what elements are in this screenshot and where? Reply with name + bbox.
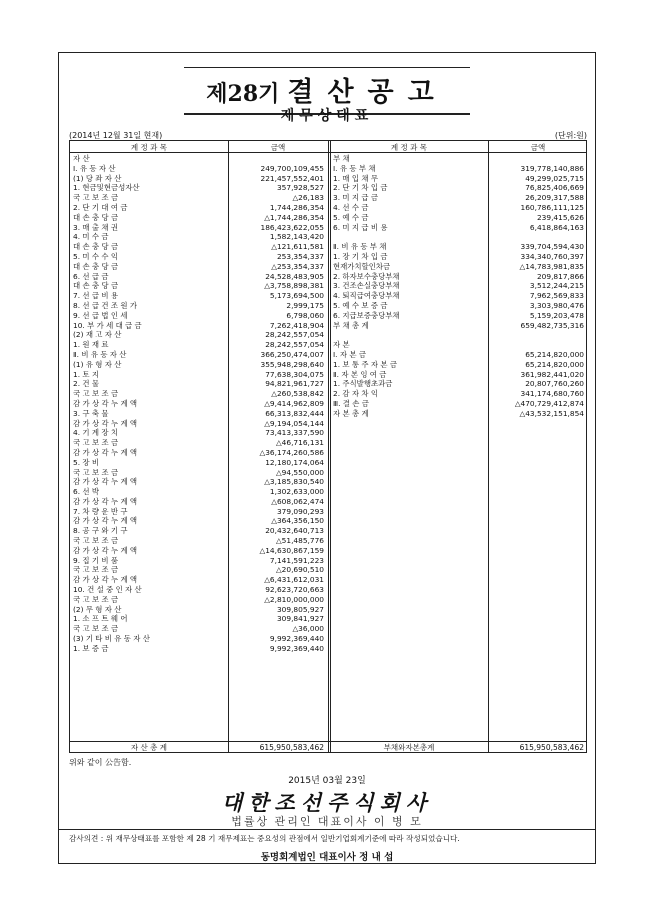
asset-account-label: 국 고 보 조 금: [73, 624, 119, 634]
liab-equity-account-label: 1. 매 입 채 무: [333, 173, 379, 183]
liab-equity-amount: △470,729,412,874: [514, 398, 584, 408]
title-main: 결산공고: [287, 77, 448, 108]
asset-account-label: 자 산: [73, 154, 90, 163]
audit-opinion: 감사의견 : 위 재무상태표를 포함한 제 28 기 재무제표는 중요성의 관점에서 일반기업회계기준에 따라 작성되었습니다.: [69, 834, 460, 843]
column-divider: [328, 141, 329, 752]
asset-amount: 28,242,557,054: [265, 340, 324, 350]
asset-row: [70, 438, 328, 448]
asset-account-label: 감 가 상 각 누 계 액: [73, 398, 138, 408]
asset-row: [70, 497, 328, 507]
asset-amount: △36,000: [292, 624, 324, 634]
liab-equity-row: [330, 370, 588, 380]
liab-equity-row: [330, 242, 588, 252]
asset-account-label: 국 고 보 조 금: [73, 389, 119, 399]
liab-equity-row: [330, 203, 588, 213]
asset-account-label: 6. 선 박: [73, 487, 100, 497]
liab-equity-amount: 5,159,203,478: [529, 310, 584, 320]
asset-row: [70, 546, 328, 556]
asset-account-label: 1. 원 재 료: [73, 340, 109, 350]
liab-equity-row: [330, 223, 588, 233]
asset-amount: 9,992,369,440: [269, 643, 324, 653]
asset-amount: 357,928,527: [276, 183, 324, 193]
asset-amount: △2,810,000,000: [264, 594, 324, 604]
asset-amount: △46,716,131: [276, 438, 324, 448]
asset-account-label: 감 가 상 각 누 계 액: [73, 545, 138, 555]
asset-amount: 366,250,474,007: [260, 349, 324, 359]
liab-equity-account-label: 6. 미 지 급 비 용: [333, 222, 388, 232]
asset-row: [70, 203, 328, 213]
liab-equity-amount: 659,482,735,316: [520, 320, 584, 330]
notice-frame: [58, 52, 596, 864]
liab-equity-account-label: 현재가치할인차금: [333, 261, 391, 271]
asset-amount: △9,414,962,809: [264, 398, 324, 408]
asset-account-label: 1. 소 프 트 웨 어: [73, 614, 128, 624]
asset-amount: 20,432,640,713: [265, 526, 324, 536]
liab-equity-row: [330, 232, 588, 242]
liab-equity-row: [330, 321, 588, 331]
asset-account-label: 감 가 상 각 누 계 액: [73, 516, 138, 526]
liab-equity-amount: 76,825,406,669: [525, 183, 584, 193]
asset-amount: △94,550,000: [276, 467, 324, 477]
asset-amount: △364,356,150: [271, 516, 324, 526]
asset-amount: 77,638,304,075: [265, 369, 324, 379]
asset-row: [70, 262, 328, 272]
liab-equity-row: [330, 311, 588, 321]
liab-equity-row: [330, 389, 588, 399]
liabilities-equity-column: [330, 154, 588, 419]
asset-account-label: 9. 집 기 비 품: [73, 555, 119, 565]
asset-amount: 1,744,286,354: [269, 202, 324, 212]
asset-account-label: 5. 미 수 수 익: [73, 251, 119, 261]
liab-equity-account-label: 5. 예 수 금: [333, 212, 369, 222]
asset-row: [70, 448, 328, 458]
asset-amount: △3,185,830,540: [264, 477, 324, 487]
liab-equity-account-label: Ⅰ. 유 동 부 채: [333, 163, 376, 173]
asset-account-label: 감 가 상 각 누 계 액: [73, 575, 138, 585]
liab-equity-amount: 20,807,760,260: [525, 379, 584, 389]
asset-row: [70, 634, 328, 644]
asset-row: [70, 565, 328, 575]
liab-equity-amount: 49,299,025,715: [525, 173, 584, 183]
liab-equity-account-label: 1. 장 기 차 입 금: [333, 251, 388, 261]
asset-account-label: 감 가 상 각 누 계 액: [73, 447, 138, 457]
asset-account-label: (2) 무 형 자 산: [73, 604, 122, 614]
liab-equity-account-label: 6. 지급보증충당부채: [333, 310, 400, 320]
asset-row: [70, 321, 328, 331]
auditor-name: 동명회계법인 대표이사 정 내 섭: [260, 852, 394, 863]
asset-amount: 24,528,483,905: [265, 271, 324, 281]
asset-account-label: 9. 선 급 법 인 세: [73, 310, 128, 320]
liab-equity-account-label: 3. 미 지 급 금: [333, 193, 379, 203]
asset-account-label: 3. 매 출 채 권: [73, 222, 119, 232]
liab-equity-row: [330, 379, 588, 389]
asset-account-label: 국 고 보 조 금: [73, 467, 119, 477]
asset-account-label: 2. 단 기 대 여 금: [73, 202, 128, 212]
asset-account-label: Ⅱ. 비 유 동 자 산: [73, 349, 127, 359]
asset-row: [70, 575, 328, 585]
asset-account-label: 국 고 보 조 금: [73, 438, 119, 448]
liab-equity-row: [330, 330, 588, 340]
asset-row: [70, 624, 328, 634]
as-of-date: (2014년 12월 31일 현재): [69, 131, 163, 140]
announce-note: 위와 같이 公告함.: [69, 758, 132, 767]
asset-row: [70, 556, 328, 566]
liab-equity-amount: 319,778,140,886: [520, 163, 584, 173]
asset-amount: △121,611,581: [271, 242, 324, 252]
asset-amount: 12,180,174,064: [265, 457, 324, 467]
liab-equity-row: [330, 164, 588, 174]
asset-amount: 309,805,927: [276, 604, 324, 614]
asset-account-label: 1. 보 증 금: [73, 643, 109, 653]
asset-row: [70, 164, 328, 174]
asset-account-label: 1. 현금및현금성자산: [73, 183, 140, 193]
asset-account-label: 국 고 보 조 금: [73, 565, 119, 575]
liab-equity-amount: 209,817,866: [536, 271, 584, 281]
asset-row: [70, 536, 328, 546]
header-right-amount: 금액: [530, 143, 546, 152]
asset-account-label: 4. 기 계 장 치: [73, 428, 119, 438]
liab-equity-account-label: Ⅰ. 자 본 금: [333, 349, 366, 359]
liab-equity-amount: 7,962,569,833: [529, 291, 584, 301]
liab-equity-row: [330, 301, 588, 311]
asset-amount: 1,582,143,420: [269, 232, 324, 242]
asset-row: [70, 223, 328, 233]
asset-row: [70, 213, 328, 223]
asset-row: [70, 154, 328, 164]
asset-account-label: 4. 미 수 금: [73, 232, 109, 242]
asset-row: [70, 252, 328, 262]
company-name: 대한조선주식회사: [221, 790, 433, 815]
liab-equity-account-label: Ⅲ. 결 손 금: [333, 398, 369, 408]
asset-amount: △6,431,612,031: [264, 575, 324, 585]
asset-row: [70, 516, 328, 526]
asset-amount: 9,992,369,440: [269, 634, 324, 644]
asset-account-label: 1. 토 지: [73, 369, 100, 379]
asset-row: [70, 183, 328, 193]
asset-row: [70, 477, 328, 487]
total-liab-equity-amount: 615,950,583,462: [519, 743, 584, 752]
asset-row: [70, 301, 328, 311]
asset-amount: 73,413,337,590: [265, 428, 324, 438]
liab-equity-account-label: 5. 예 수 보 증 금: [333, 300, 388, 310]
asset-row: [70, 458, 328, 468]
asset-amount: △260,538,842: [271, 389, 324, 399]
asset-row: [70, 232, 328, 242]
liab-equity-account-label: 2. 단 기 차 입 금: [333, 183, 388, 193]
asset-amount: 66,313,832,444: [265, 408, 324, 418]
asset-row: [70, 409, 328, 419]
asset-amount: △36,174,260,586: [259, 447, 324, 457]
asset-account-label: 감 가 상 각 누 계 액: [73, 477, 138, 487]
asset-account-label: (2) 재 고 자 산: [73, 330, 122, 340]
asset-amount: 249,700,109,455: [260, 163, 324, 173]
liab-equity-amount: 26,209,317,588: [525, 193, 584, 203]
liab-equity-row: [330, 183, 588, 193]
asset-row: [70, 419, 328, 429]
liab-equity-row: [330, 340, 588, 350]
asset-amount: 6,798,060: [286, 310, 324, 320]
asset-account-label: 감 가 상 각 누 계 액: [73, 418, 138, 428]
asset-amount: 1,302,633,000: [269, 487, 324, 497]
asset-account-label: (3) 기 타 비 유 동 자 산: [73, 634, 150, 644]
liab-equity-row: [330, 252, 588, 262]
total-assets-label: 자 산 총 계: [130, 743, 168, 752]
asset-amount: 28,242,557,054: [265, 330, 324, 340]
liab-equity-account-label: 2. 감 자 차 익: [333, 389, 379, 399]
asset-row: [70, 174, 328, 184]
liab-equity-row: [330, 281, 588, 291]
statement-date: 2015년 03월 23일: [288, 776, 366, 786]
asset-amount: △14,630,867,159: [259, 545, 324, 555]
asset-row: [70, 291, 328, 301]
asset-row: [70, 487, 328, 497]
asset-row: [70, 614, 328, 624]
asset-row: [70, 242, 328, 252]
asset-account-label: 감 가 상 각 누 계 액: [73, 496, 138, 506]
liab-equity-amount: 3,303,980,476: [529, 300, 584, 310]
asset-amount: △51,485,776: [276, 536, 324, 546]
asset-row: [70, 193, 328, 203]
asset-account-label: 8. 공 구 와 기 구: [73, 526, 128, 536]
liab-equity-row: [330, 193, 588, 203]
asset-row: [70, 330, 328, 340]
liab-equity-row: [330, 291, 588, 301]
asset-row: [70, 605, 328, 615]
asset-row: [70, 272, 328, 282]
asset-row: [70, 399, 328, 409]
total-assets-amount: 615,950,583,462: [259, 743, 324, 752]
liab-equity-amount: 160,786,111,125: [520, 202, 584, 212]
asset-row: [70, 311, 328, 321]
liab-equity-account-label: 자 본 총 계: [333, 408, 369, 418]
liab-equity-amount: △43,532,151,854: [519, 408, 584, 418]
asset-account-label: 대 손 충 당 금: [73, 212, 119, 222]
asset-amount: 221,457,552,401: [260, 173, 324, 183]
asset-account-label: Ⅰ. 유 동 자 산: [73, 163, 116, 173]
asset-account-label: 3. 구 축 물: [73, 408, 109, 418]
asset-row: [70, 428, 328, 438]
asset-account-label: 10. 부 가 세 대 급 금: [73, 320, 142, 330]
asset-amount: 7,141,591,223: [269, 555, 324, 565]
asset-account-label: 2. 건 물: [73, 379, 100, 389]
liab-equity-amount: 341,174,680,760: [520, 389, 584, 399]
asset-row: [70, 389, 328, 399]
liab-equity-amount: 65,214,820,000: [525, 349, 584, 359]
liab-equity-amount: 361,982,441,020: [520, 369, 584, 379]
asset-row: [70, 340, 328, 350]
asset-account-label: 국 고 보 조 금: [73, 536, 119, 546]
asset-account-label: 10. 건 설 중 인 자 산: [73, 585, 142, 595]
asset-account-label: 8. 선 급 건 조 원 가: [73, 300, 137, 310]
asset-amount: 355,948,298,640: [260, 359, 324, 369]
liab-equity-account-label: 1. 보 통 주 자 본 금: [333, 359, 397, 369]
asset-amount: △253,354,337: [271, 261, 324, 271]
liab-equity-amount: 6,418,864,163: [529, 222, 584, 232]
asset-amount: 5,173,694,500: [269, 291, 324, 301]
asset-amount: 379,090,293: [276, 506, 324, 516]
asset-amount: △26,183: [292, 193, 324, 203]
liab-equity-row: [330, 399, 588, 409]
liab-equity-account-label: Ⅱ. 비 유 동 부 채: [333, 242, 387, 252]
liab-equity-row: [330, 272, 588, 282]
asset-row: [70, 595, 328, 605]
balance-sheet-table: [69, 140, 587, 753]
asset-account-label: 대 손 충 당 금: [73, 242, 119, 252]
asset-row: [70, 281, 328, 291]
header-left-account: 계 정 과 목: [130, 143, 168, 152]
asset-row: [70, 468, 328, 478]
asset-amount: 94,821,961,727: [265, 379, 324, 389]
assets-column: [70, 154, 328, 654]
asset-row: [70, 585, 328, 595]
liab-equity-account-label: 부 채: [333, 154, 350, 163]
asset-row: [70, 360, 328, 370]
asset-amount: △1,744,286,354: [264, 212, 324, 222]
asset-amount: 309,841,927: [276, 614, 324, 624]
ceo-line: 법률상 관리인 대표이사 이 병 모: [231, 815, 423, 828]
unit-label: (단위:원): [554, 131, 587, 140]
total-liab-equity-label: 부채와자본총계: [383, 743, 435, 752]
liab-equity-account-label: 3. 건조손실충당부채: [333, 281, 400, 291]
liab-equity-account-label: 자 본: [333, 340, 350, 350]
asset-amount: △3,758,898,381: [264, 281, 324, 291]
liab-equity-amount: 339,704,594,430: [520, 242, 584, 252]
liab-equity-amount: 65,214,820,000: [525, 359, 584, 369]
liab-equity-amount: 334,340,760,397: [520, 251, 584, 261]
totals-row: [70, 741, 586, 754]
statement-subtitle: 재무상태표: [280, 108, 374, 124]
asset-row: [70, 379, 328, 389]
liab-equity-account-label: 4. 선 수 금: [333, 202, 369, 212]
asset-row: [70, 526, 328, 536]
asset-amount: △20,690,510: [276, 565, 324, 575]
asset-row: [70, 370, 328, 380]
liab-equity-account-label: 1. 주식발행초과금: [333, 379, 393, 389]
liab-equity-account-label: 2. 하자보수충당부채: [333, 271, 400, 281]
asset-amount: 253,354,337: [276, 251, 324, 261]
liab-equity-row: [330, 154, 588, 164]
liab-equity-row: [330, 262, 588, 272]
liab-equity-row: [330, 409, 588, 419]
table-header: [70, 141, 586, 153]
asset-account-label: 5. 장 비: [73, 457, 100, 467]
asset-account-label: (1) 유 형 자 산: [73, 359, 122, 369]
liab-equity-row: [330, 174, 588, 184]
asset-amount: 2,999,175: [286, 300, 324, 310]
liab-equity-row: [330, 213, 588, 223]
header-left-amount: 금액: [270, 143, 286, 152]
asset-amount: 7,262,418,904: [269, 320, 324, 330]
liab-equity-row: [330, 350, 588, 360]
asset-row: [70, 350, 328, 360]
asset-account-label: 국 고 보 조 금: [73, 193, 119, 203]
asset-account-label: (1) 당 좌 자 산: [73, 173, 122, 183]
liab-equity-amount: 239,415,626: [536, 212, 584, 222]
asset-account-label: 국 고 보 조 금: [73, 594, 119, 604]
header-right-account: 계 정 과 목: [390, 143, 428, 152]
asset-account-label: 7. 선 급 비 용: [73, 291, 119, 301]
asset-amount: △608,062,474: [271, 496, 324, 506]
asset-row: [70, 644, 328, 654]
asset-account-label: 6. 선 급 금: [73, 271, 109, 281]
liab-equity-account-label: 부 채 총 계: [333, 320, 369, 330]
liab-equity-amount: 3,512,244,215: [529, 281, 584, 291]
asset-amount: 92,623,720,663: [265, 585, 324, 595]
asset-account-label: 7. 차 량 운 반 구: [73, 506, 128, 516]
liab-equity-row: [330, 360, 588, 370]
audit-section: [59, 829, 595, 864]
asset-amount: 186,423,622,055: [260, 222, 324, 232]
liab-equity-amount: △14,783,981,835: [519, 261, 584, 271]
asset-amount: △9,194,054,144: [264, 418, 324, 428]
asset-row: [70, 507, 328, 517]
title-period: 제28기: [206, 81, 280, 107]
liab-equity-account-label: Ⅱ. 자 본 잉 여 금: [333, 369, 387, 379]
asset-account-label: 대 손 충 당 금: [73, 261, 119, 271]
asset-account-label: 대 손 충 당 금: [73, 281, 119, 291]
liab-equity-account-label: 4. 퇴직급여충당부채: [333, 291, 400, 301]
